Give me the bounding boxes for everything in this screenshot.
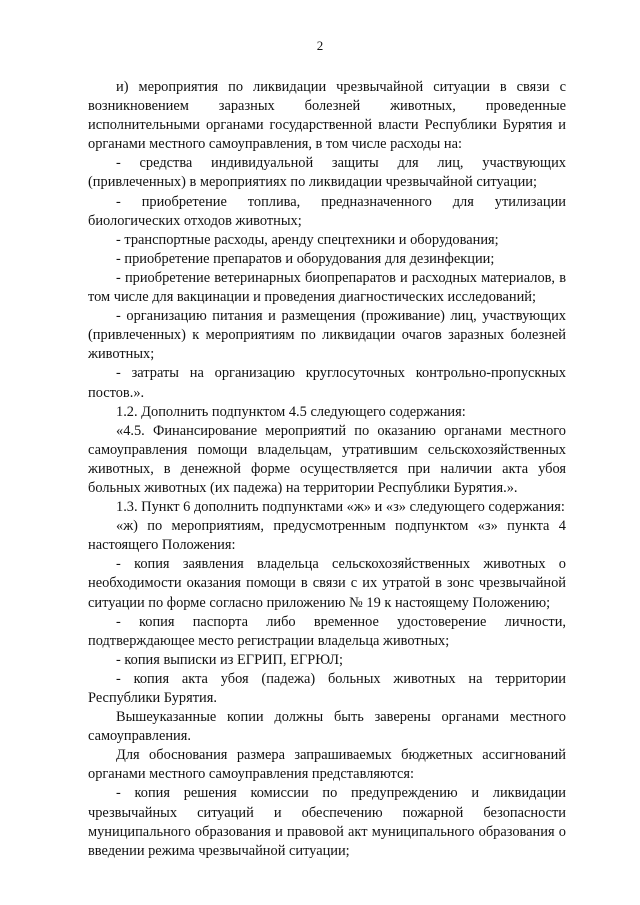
page-number: 2 xyxy=(316,38,324,53)
paragraph-certification: Вышеуказанные копии должны быть заверены органами местного самоуправления. xyxy=(88,709,566,745)
list-item-disinfection: - приобретение препаратов и оборудования для дезинфекции; xyxy=(116,250,495,267)
paragraph-1-3: 1.3. Пункт 6 дополнить подпунктами «ж» и «з» следующего содержания: xyxy=(116,499,565,516)
list-item-protective-equipment: - средства индивидуальной защиты для лиц, участвующих (привлеченных) в мероприятиях по ликвидации чрезвычайной ситуации; xyxy=(88,155,566,191)
list-item-slaughter-act: - копия акта убоя (падежа) больных животных на территории Республики Бурятия. xyxy=(88,670,566,706)
paragraph-1-2: 1.2. Дополнить подпунктом 4.5 следующего содержания: xyxy=(116,403,466,420)
list-item-transport: - транспортные расходы, аренду спецтехники и оборудования; xyxy=(116,231,499,248)
paragraph-budget-justification: Для обоснования размера запрашиваемых бюджетных ассигнований органами местного самоуправления представляются: xyxy=(88,747,566,783)
list-item-owner-application: - копия заявления владельца сельскохозяйственных животных о необходимости оказания помощи в связи с их утратой в зонс чрезвычайной ситуации по форме согласно приложению № 19 к настоящему Положению; xyxy=(88,556,566,611)
document-body xyxy=(88,78,566,861)
paragraph-subpoint-i: и) мероприятия по ликвидации чрезвычайной ситуации в связи с возникновением заразных болезней животных, проведенные исполнительными органами государственной власти Республики Бурятия и органами местного самоуправления, в том числе расходы на: xyxy=(88,79,566,153)
list-item-passport-copy: - копия паспорта либо временное удостоверение личности, подтверждающее место регистрации владельца животных; xyxy=(88,613,566,649)
list-item-veterinary-biopreparations: - приобретение ветеринарных биопрепаратов и расходных материалов, в том числе для вакцинации и проведения диагностических исследований; xyxy=(88,269,566,306)
paragraph-subpoint-zh: «ж) по мероприятиям, предусмотренным подпунктом «з» пункта 4 настоящего Положения: xyxy=(88,518,566,554)
list-item-commission-decision: - копия решения комиссии по предупреждению и ликвидации чрезвычайных ситуаций и обеспечению пожарной безопасности муниципального образования и правовой акт муниципального образования о введении режима чрезвычайной ситуации; xyxy=(88,785,566,859)
list-item-checkpoints: - затраты на организацию круглосуточных контрольно-пропускных постов.». xyxy=(88,365,566,401)
list-item-food-accommodation: - организацию питания и размещения (проживание) лиц, участвующих (привлеченных) к мероприятиям по ликвидации очагов заразных болезней животных; xyxy=(88,308,566,363)
list-item-egrip-extract: - копия выписки из ЕГРИП, ЕГРЮЛ; xyxy=(116,651,344,668)
list-item-fuel: - приобретение топлива, предназначенного для утилизации биологических отходов животных; xyxy=(88,193,566,229)
paragraph-4-5: «4.5. Финансирование мероприятий по оказанию органами местного самоуправления помощи владельцам, утратившим сельскохозяйственных животных, в денежной форме осуществляется при наличии акта убоя больных животных (их падежа) на территории Республики Бурятия.». xyxy=(88,422,566,496)
